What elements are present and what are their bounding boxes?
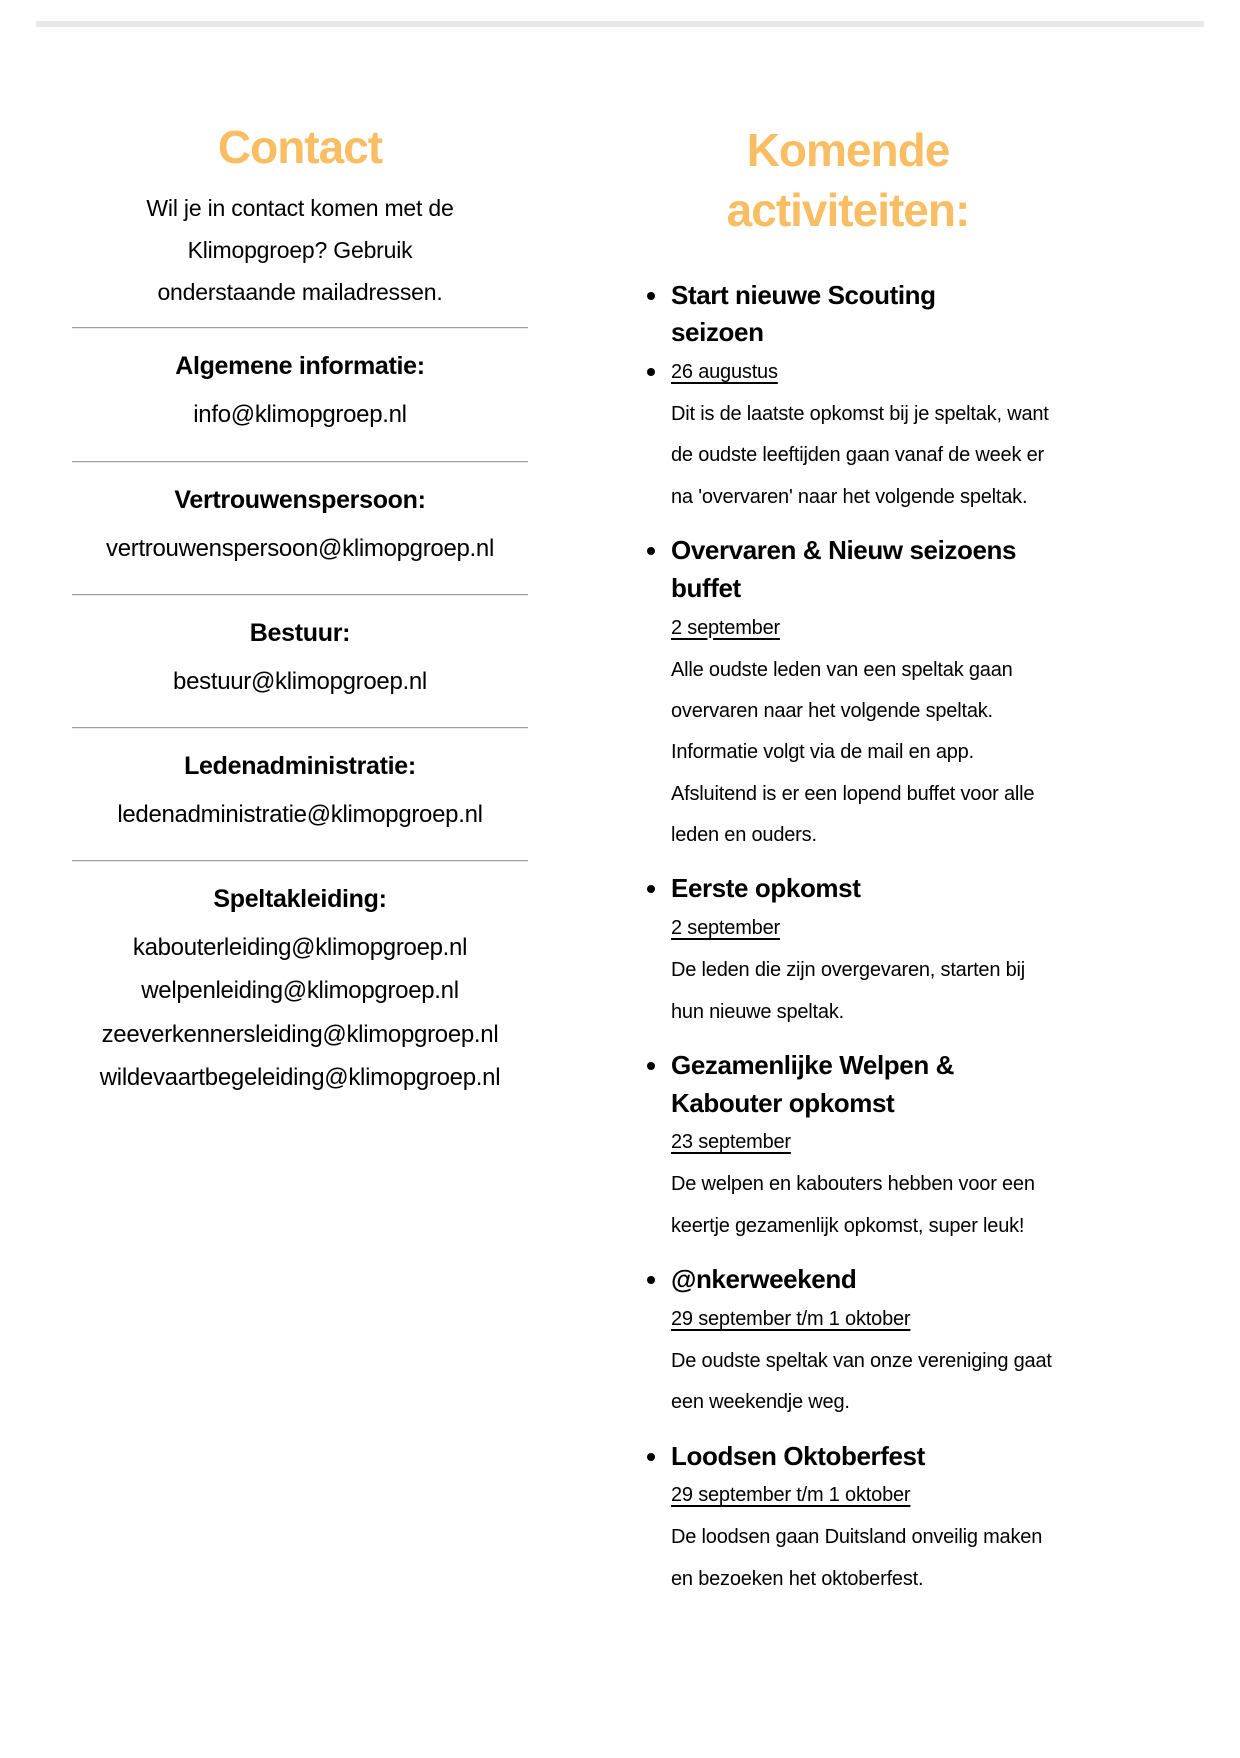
bullet-icon	[647, 292, 655, 300]
email-address: wildevaartbegeleiding@klimopgroep.nl	[99, 1063, 501, 1091]
contact-block-label: Vertrouwenspersoon:	[174, 485, 426, 514]
activity-description: De leden die zijn overgevaren, starten bij hun nieuwe speltak.	[671, 959, 1026, 1023]
contact-block-speltakleiding	[72, 862, 528, 1109]
bullet-icon	[647, 547, 655, 555]
contact-block-label: Algemene informatie:	[175, 352, 425, 381]
activity-date-link[interactable]: 23 september	[671, 1131, 791, 1154]
email-address: info@klimopgroep.nl	[193, 401, 407, 429]
contact-title: Contact	[217, 121, 383, 173]
email-address: kabouterleiding@klimopgroep.nl	[132, 934, 468, 962]
contact-block-label: Speltakleiding:	[213, 885, 387, 914]
email-address: bestuur@klimopgroep.nl	[173, 667, 427, 695]
email-address: vertrouwenspersoon@klimopgroep.nl	[106, 534, 494, 562]
activity-title: Gezamenlijke Welpen & Kabouter opkomst	[671, 1049, 954, 1118]
activities-list	[638, 277, 1058, 1600]
two-column-layout	[0, 121, 1240, 1614]
activity-description: Alle oudste leden van een speltak gaan overvaren naar het volgende speltak. Informatie volgt via de mail en app. Afsluitend is er een lopend buffet voor alle leden en ouders.	[671, 658, 1035, 847]
top-divider-bar	[36, 21, 1204, 27]
activity-item	[638, 1438, 1058, 1600]
email-address: zeeverkennersleiding@klimopgroep.nl	[101, 1020, 499, 1048]
bullet-icon	[647, 885, 655, 893]
bullet-icon	[647, 1453, 655, 1461]
contact-intro: Wil je in contact komen met de Klimopgroep? Gebruik onderstaande mailadressen.	[146, 194, 454, 305]
contact-block-label: Bestuur:	[249, 618, 351, 647]
activity-date-link[interactable]: 26 augustus	[671, 360, 778, 383]
contact-section	[72, 121, 528, 1109]
activity-title: Overvaren & Nieuw seizoens buffet	[671, 535, 1017, 603]
activity-item	[638, 1261, 1058, 1423]
activity-description: De loodsen gaan Duitsland onveilig maken en bezoeken het oktoberfest.	[671, 1526, 1043, 1590]
activity-date-link[interactable]: 29 september t/m 1 oktober	[671, 1484, 911, 1507]
activity-item	[638, 532, 1058, 856]
activities-title: Komende activiteiten:	[726, 124, 970, 236]
contact-block-ledenadministratie	[72, 729, 528, 846]
activity-title: Start nieuwe Scouting seizoen	[671, 279, 936, 348]
activity-title: Eerste opkomst	[671, 873, 861, 904]
contact-block-algemene-informatie	[72, 329, 528, 446]
activity-item	[638, 870, 1058, 1032]
email-address: welpenleiding@klimopgroep.nl	[141, 977, 459, 1005]
activity-item	[638, 1047, 1058, 1247]
contact-block-bestuur	[72, 596, 528, 713]
activity-date-link[interactable]: 2 september	[671, 616, 780, 639]
activity-description: De welpen en kabouters hebben voor een keertje gezamenlijk opkomst, super leuk!	[671, 1173, 1035, 1237]
email-address: ledenadministratie@klimopgroep.nl	[117, 801, 483, 829]
activity-date-link[interactable]: 29 september t/m 1 oktober	[671, 1307, 911, 1330]
activity-description: Dit is de laatste opkomst bij je speltak, want de oudste leeftijden gaan vanaf de week er na 'overvaren' naar het volgende speltak.	[671, 402, 1049, 508]
contact-block-label: Ledenadministratie:	[184, 752, 416, 781]
bullet-icon	[647, 1062, 655, 1070]
activity-date-link[interactable]: 2 september	[671, 917, 780, 940]
bullet-icon	[647, 1276, 655, 1284]
bullet-icon	[647, 368, 655, 376]
contact-block-vertrouwenspersoon	[72, 463, 528, 580]
activity-title: @nkerweekend	[671, 1264, 857, 1295]
activity-description: De oudste speltak van onze vereniging gaat een weekendje weg.	[671, 1349, 1052, 1414]
activities-section	[638, 121, 1058, 1614]
activity-title: Loodsen Oktoberfest	[671, 1440, 925, 1471]
activity-item	[638, 277, 1058, 519]
